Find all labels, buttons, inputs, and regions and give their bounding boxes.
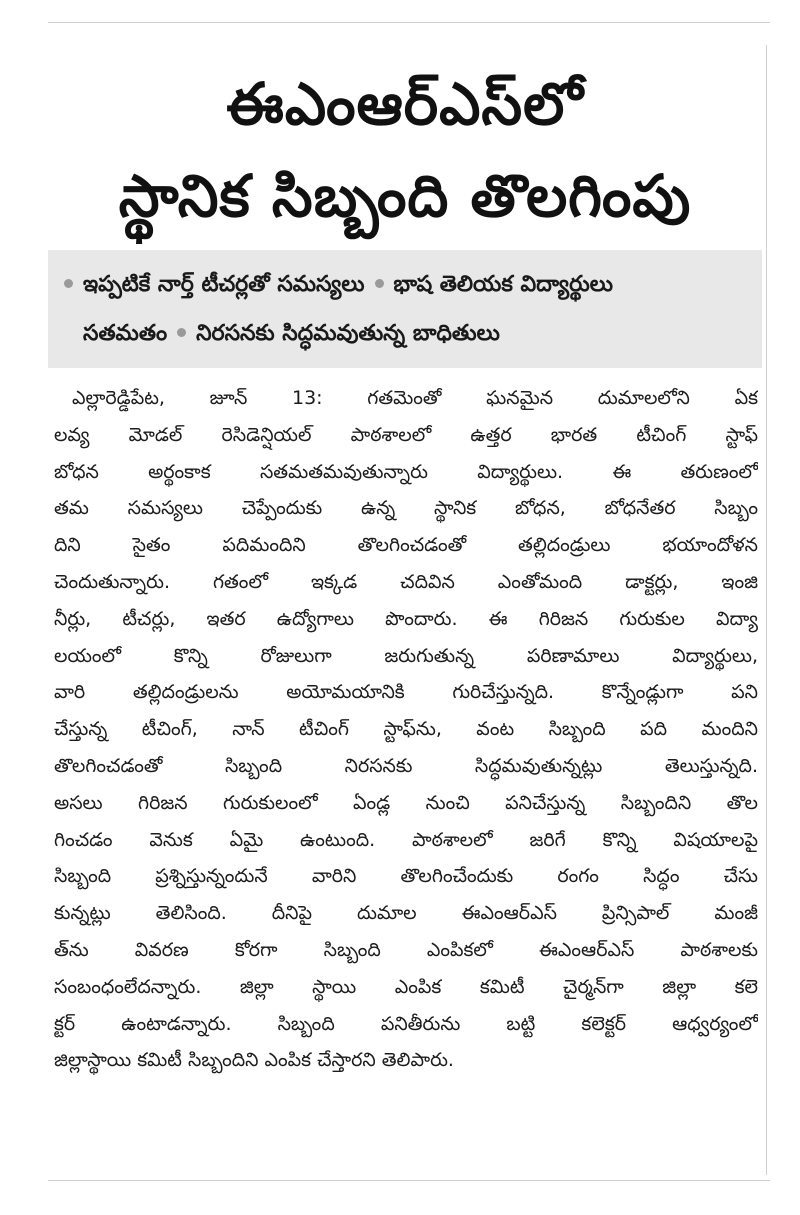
headline: [50, 58, 760, 242]
body-line: లయంలో కొన్ని రోజులుగా జరుగుతున్న పరిణామాలు విద్యార్థులు,: [54, 644, 758, 667]
body-line: తొలగించడంతో సిబ్బంది నిరసనకు సిద్ధమవుతున్నట్లు తెలుస్తున్నది.: [54, 754, 758, 777]
body-line: గించడం వెనుక ఏమై ఉంటుంది. పాఠశాలలో జరిగే కొన్ని విషయాలపై: [54, 828, 758, 851]
body-line: సిబ్బంది ప్రశ్నిస్తున్నందునే వారిని తొలగించేందుకు రంగం సిద్ధం చేసు: [54, 865, 758, 888]
bottom-border-rule: [48, 1180, 770, 1181]
subheading-line-1: [62, 260, 748, 309]
body-line: ఎల్లారెడ్డిపేట, జూన్ 13: గతమెంతో ఘనమైన దుమాలలోని ఏక: [72, 387, 758, 409]
body-line: సంబంధంలేదన్నారు. జిల్లా స్థాయి ఎంపిక కమిటీ చైర్మన్‌గా జిల్లా కలె: [54, 975, 758, 998]
body-line: లవ్య మోడల్ రెసిడెన్షియల్ పాఠశాలలో ఉత్తర భారత టీచింగ్ స్టాఫ్: [54, 423, 758, 446]
body-line: నీర్లు, టీచర్లు, ఇతర ఉద్యోగాలు పొందారు. ఈ గిరిజన గురుకుల విద్యా: [54, 607, 758, 630]
subheading-item-1: ఇప్పటికే నార్త్ టీచర్లతో సమస్యలు: [83, 272, 365, 297]
body-line: దిని సైతం పదిమందిని తొలగించడంతో తల్లిదండ్రులు భయాందోళన: [54, 534, 758, 557]
bullet-icon: [64, 279, 73, 288]
body-line: తమ సమస్యలు చెప్పేందుకు ఉన్న స్థానిక బోధన, బోధనేతర సిబ్బం: [54, 497, 758, 520]
subheading-item-2: భాష తెలియక విద్యార్థులు: [393, 272, 613, 297]
body-line: చెందుతున్నారు. గతంలో ఇక్కడ చదివిన ఎంతోమంది డాక్టర్లు, ఇంజి: [54, 570, 758, 593]
body-line: జిల్లాస్థాయి కమిటీ సిబ్బందిని ఎంపిక చేస్తారని తెలిపారు.: [54, 1049, 454, 1072]
headline-line-2: స్థానిక సిబ్బంది తొలగింపు: [118, 162, 692, 230]
body-line: చేస్తున్న టీచింగ్, నాన్ టీచింగ్ స్టాఫ్‌ను, వంట సిబ్బంది పది మందిని: [54, 718, 758, 741]
body-line: బోధన అర్థంకాక సతమతమవుతున్నారు విద్యార్థులు. ఈ తరుణంలో: [54, 460, 758, 483]
subheading-item-4: నిరసనకు సిద్ధమవుతున్న బాధితులు: [196, 321, 500, 346]
top-border-rule: [48, 22, 770, 23]
body-line: అసలు గిరిజన గురుకులంలో ఏండ్ల నుంచి పనిచేస్తున్న సిబ్బందిని తొల: [54, 791, 758, 814]
body-line: కున్నట్లు తెలిసింది. దీనిపై దుమాల ఈఎంఆర్ఎస్ ప్రిన్సిపాల్ మంజీ: [54, 902, 758, 925]
article-body: [54, 380, 758, 1079]
subheading-item-3: సతమతం: [83, 321, 168, 346]
right-column-rule: [766, 45, 767, 1175]
body-line: వారి తల్లిదండ్రులను అయోమయానికి గురిచేస్తున్నది. కొన్నేండ్లుగా పని: [54, 681, 758, 704]
bullet-icon: [375, 279, 384, 288]
subheading-box: [48, 250, 762, 368]
body-line: క్టర్ ఉంటాడన్నారు. సిబ్బంది పనితీరును బట్టి కలెక్టర్ ఆధ్వర్యంలో: [54, 1012, 758, 1035]
bullet-icon: [177, 328, 186, 337]
subheading-line-2: [62, 309, 748, 358]
body-line: త్‌ను వివరణ కోరగా సిబ్బంది ఎంపికలో ఈఎంఆర్ఎస్ పాఠశాలకు: [54, 938, 758, 961]
headline-line-1: ఈఎంఆర్ఎస్‌లో: [226, 70, 584, 138]
